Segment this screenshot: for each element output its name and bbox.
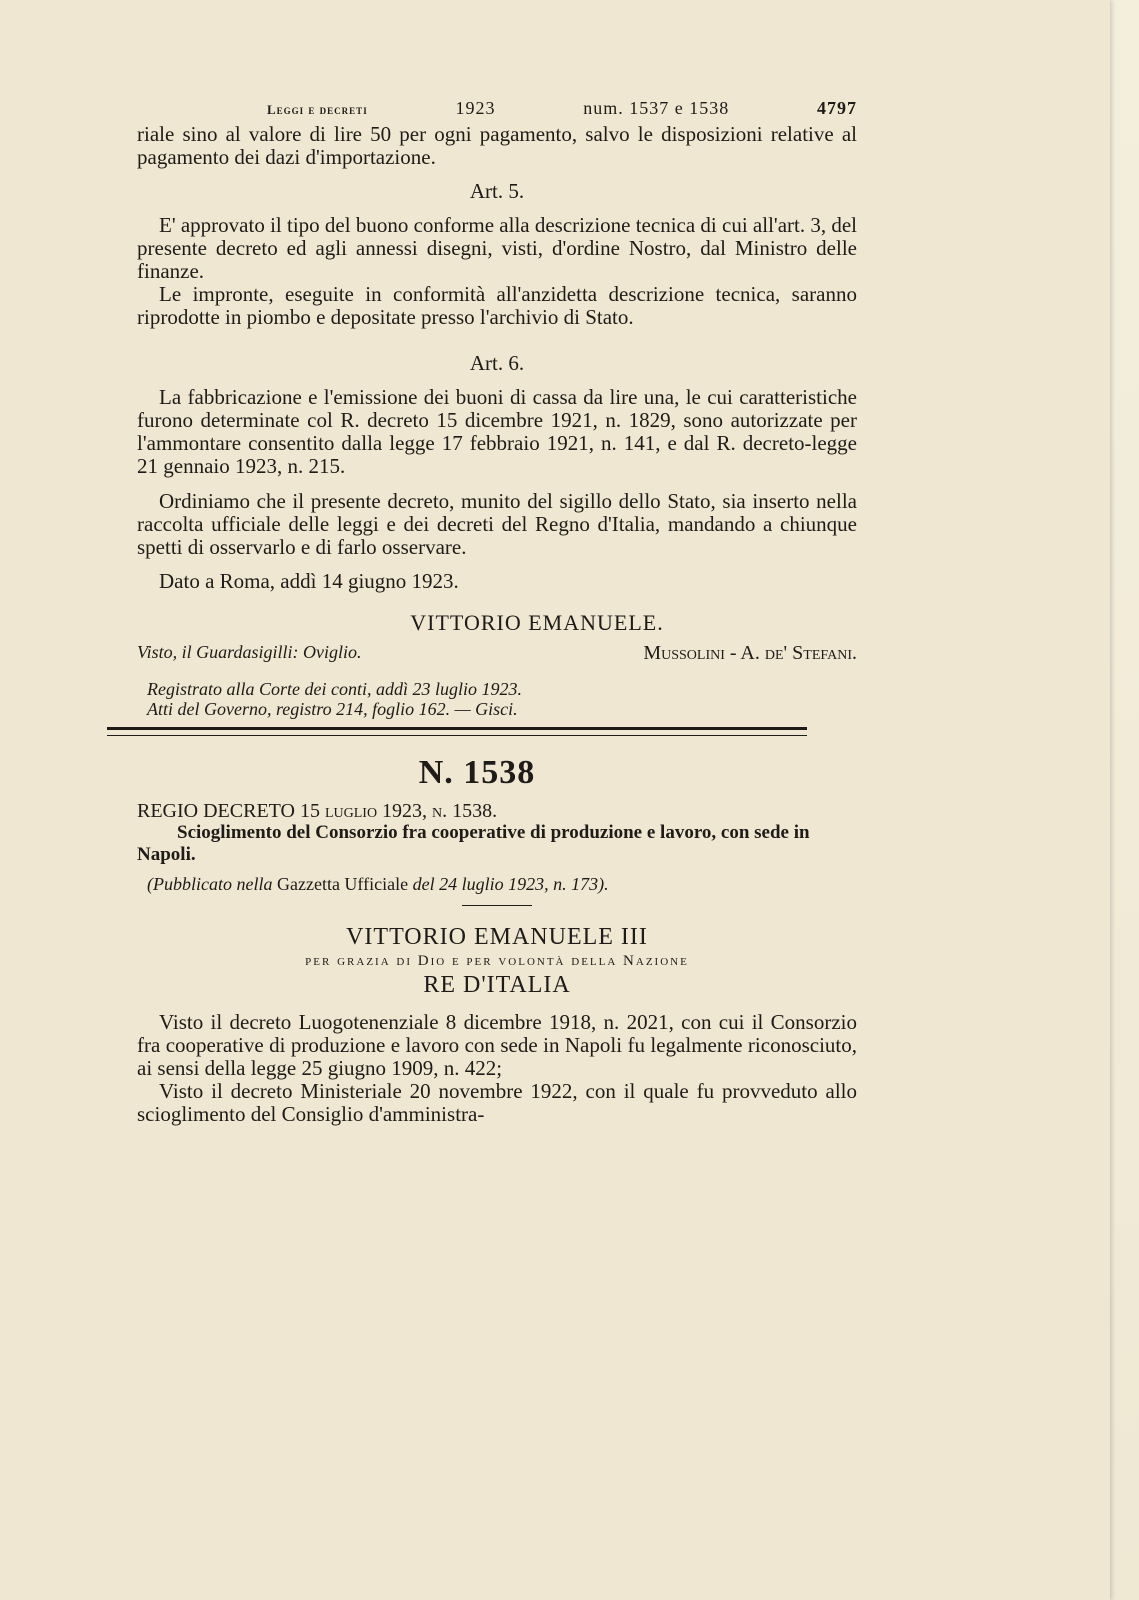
running-head [137,98,857,119]
running-title: Leggi e decreti [267,102,368,117]
short-divider [462,905,532,906]
running-numbers: num. 1537 e 1538 [583,98,730,118]
king-grace: per grazia di Dio e per volontà della Nazione [305,953,689,969]
article-5-paragraph-1: E' approvato il tipo del buono conforme alla descrizione tecnica di cui all'art. 3, del presente decreto ed agli annessi disegni, visti, d'ordine Nostro, dal Ministro delle finanze. [137,213,857,283]
king-signature: VITTORIO EMANUELE. [410,610,664,635]
article-5-paragraph-2: Le impronte, eseguite in conformità all'anzidetta descrizione tecnica, saranno riprodotte in piombo e depositate presso l'archivio di Stato. [137,282,857,329]
section-divider [107,727,807,736]
registry-line-2: Atti del Governo, registro 214, foglio 162. — Gisci. [147,699,518,719]
decree-heading-block [137,800,857,866]
article-5-title: Art. 5. [469,179,525,203]
text-block [137,98,857,1126]
article-6-paragraph-1: La fabbricazione e l'emissione dei buoni di cassa da lire una, le cui caratteristiche furono determinate col R. decreto 15 dicembre 1921, n. 1829, sono autorizzate per l'ammontare consentito dalla legge 17 febbraio 1921, n. 141, e dal R. decreto-legge 21 gennaio 1923, n. 215. [137,385,857,478]
ministers-signatures: Mussolini - A. de' Stefani. [643,642,857,664]
king-realm: RE D'ITALIA [423,972,571,998]
visto-paragraph-2: Visto il decreto Ministeriale 20 novembre 1922, con il quale fu provveduto allo scioglimento del Consiglio d'amministra- [137,1079,857,1126]
registry-line-1: Registrato alla Corte dei conti, addì 23 luglio 1923. [147,679,522,699]
closing-formula: Ordiniamo che il presente decreto, munito del sigillo dello Stato, sia inserto nella raccolta ufficiale delle leggi e dei decreti del Regno d'Italia, mandando a chiunque spetti di osservarlo e di farlo osservare. [137,489,857,559]
decree-number: N. 1538 [418,754,536,791]
guardasigilli-visto: Visto, il Guardasigilli: Oviglio. [137,642,362,662]
king-title: VITTORIO EMANUELE III [346,924,648,950]
countersignatures [137,642,857,665]
page-number: 4797 [817,98,857,118]
decree-subject: Scioglimento del Consorzio fra cooperative di produzione e lavoro, con sede in Napoli. [137,822,810,865]
decree-heading: REGIO DECRETO 15 luglio 1923, n. 1538. [137,800,498,822]
gazette-reference [137,874,857,895]
article-6-title: Art. 6. [469,351,525,375]
registry-note [147,679,857,719]
visto-paragraph-1: Visto il decreto Luogotenenziale 8 dicembre 1918, n. 2021, con cui il Consorzio fra cooperative di produzione e lavoro con sede in Napoli fu legalmente riconosciuto, ai sensi della legge 25 giugno 1909, n. 422; [137,1010,857,1080]
gazette-prefix: (Pubblicato nella [147,874,273,894]
gazette-suffix: del 24 luglio 1923, n. 173). [412,874,609,894]
running-year: 1923 [455,98,496,118]
continuation-paragraph: riale sino al valore di lire 50 per ogni pagamento, salvo le disposizioni relative al pagamento dei dazi d'importazione. [137,122,857,169]
gazette-name: Gazzetta Ufficiale [276,874,409,894]
date-line: Dato a Roma, addì 14 giugno 1923. [159,569,459,593]
